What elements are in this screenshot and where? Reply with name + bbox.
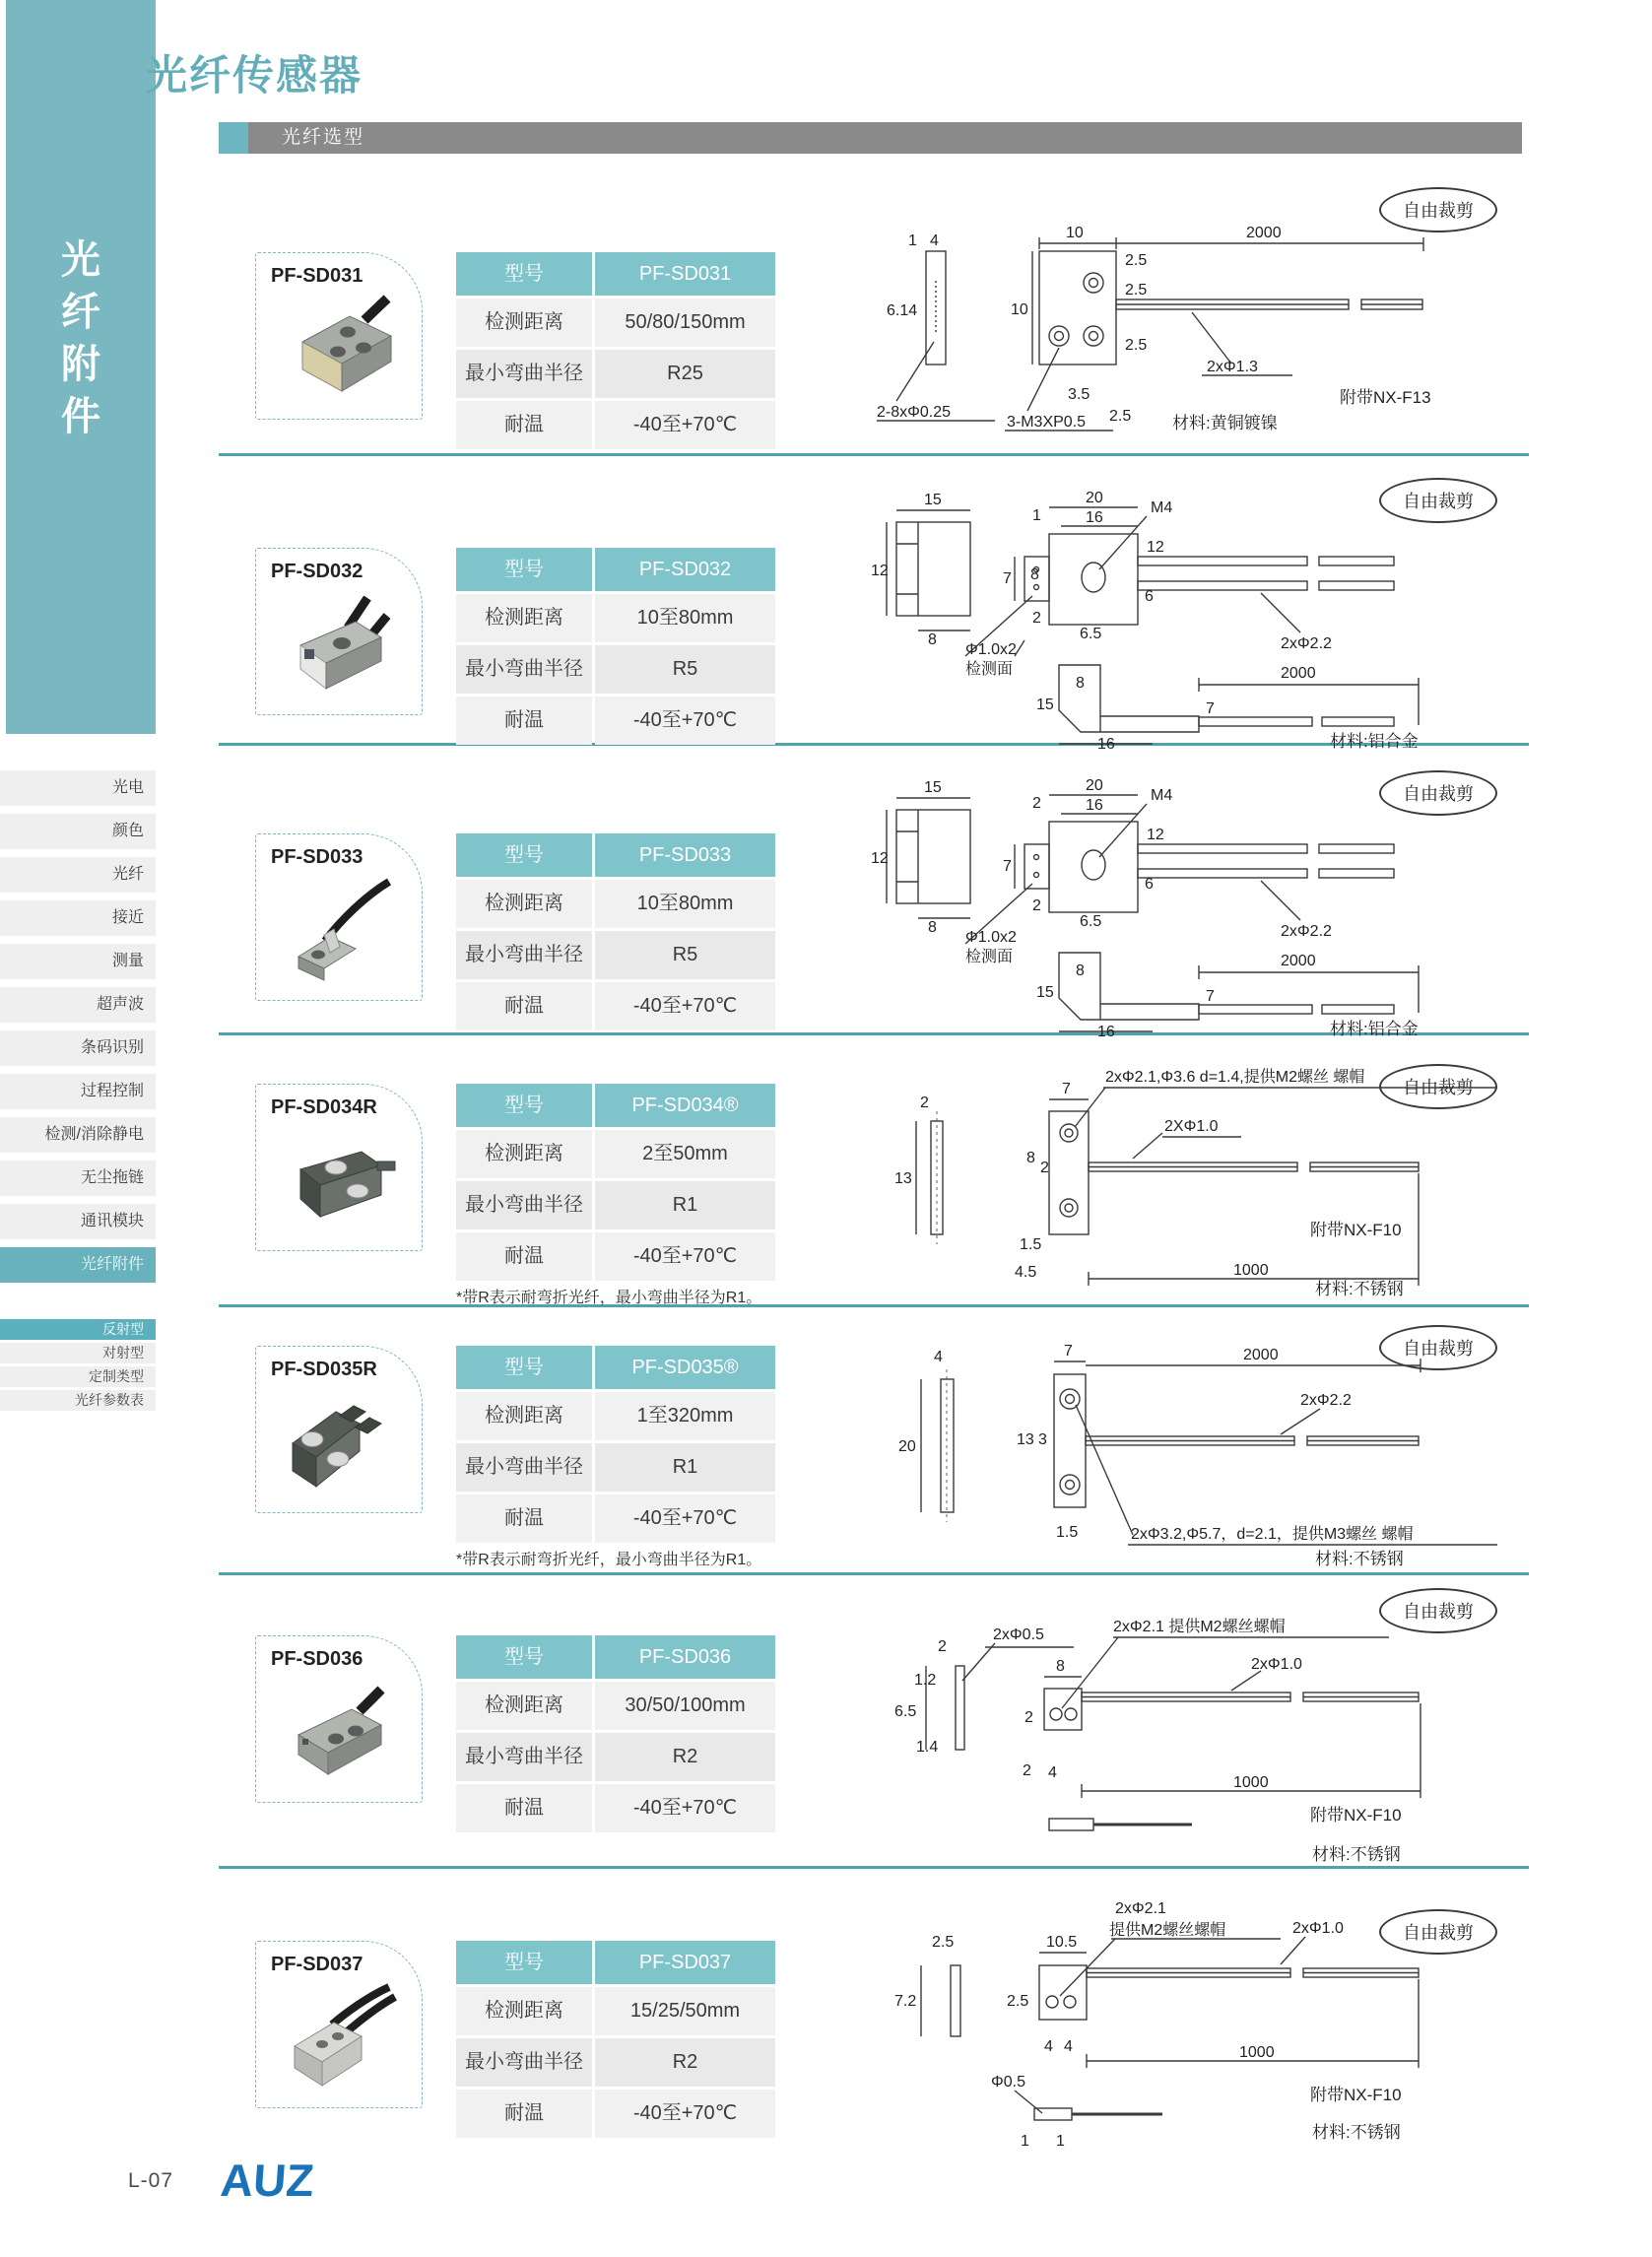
free-cut-badge: 自由裁剪: [1379, 1909, 1497, 1955]
svg-text:1.2: 1.2: [914, 1672, 937, 1689]
spec-header-label: 型号: [456, 833, 592, 877]
svg-text:3-M3XP0.5: 3-M3XP0.5: [1007, 414, 1087, 431]
svg-text:附带NX-F13: 附带NX-F13: [1340, 388, 1431, 407]
spec-table: [456, 1635, 775, 1835]
spec-row-value: -40至+70℃: [595, 1784, 775, 1832]
svg-text:附带NX-F10: 附带NX-F10: [1310, 2086, 1402, 2104]
svg-text:2.5: 2.5: [1125, 252, 1148, 269]
sidebar-item-fiber-accessories[interactable]: 光纤附件: [0, 1247, 156, 1283]
spec-row-label: 检测距离: [456, 299, 592, 347]
spec-row-value: -40至+70℃: [595, 1494, 775, 1543]
page-number: L-07: [128, 2169, 174, 2192]
svg-text:20: 20: [1086, 777, 1103, 794]
svg-text:8: 8: [1026, 1150, 1035, 1166]
product-model-label: PF-SD032: [271, 561, 363, 582]
product-photo: [271, 291, 409, 409]
svg-text:2xΦ3.2,Φ5.7，d=2.1，提供M3螺丝 螺帽: 2xΦ3.2,Φ5.7，d=2.1，提供M3螺丝 螺帽: [1131, 1526, 1414, 1543]
free-cut-badge: 自由裁剪: [1379, 1588, 1497, 1633]
spec-row-label: 耐温: [456, 401, 592, 449]
svg-text:Φ0.5: Φ0.5: [991, 2074, 1026, 2091]
free-cut-badge: 自由裁剪: [1379, 770, 1497, 816]
sidebar-item-ultrasonic[interactable]: 超声波: [0, 987, 156, 1023]
spec-row-value: R2: [595, 2038, 775, 2087]
product-photo: [271, 586, 409, 704]
spec-table: [456, 1346, 775, 1546]
product-card: [255, 1346, 423, 1513]
svg-text:7: 7: [1003, 858, 1012, 875]
svg-text:12: 12: [1147, 827, 1164, 843]
spec-row-value: 1至320mm: [595, 1392, 775, 1440]
spec-row-value: R5: [595, 645, 775, 694]
sidebar-item-fiber[interactable]: 光纤: [0, 857, 156, 893]
svg-text:2xΦ2.1,Φ3.6 d=1.4,提供M2螺丝 螺帽: 2xΦ2.1,Φ3.6 d=1.4,提供M2螺丝 螺帽: [1105, 1069, 1365, 1086]
svg-text:材料:黄铜镀镍: 材料:黄铜镀镍: [1172, 414, 1278, 432]
spec-header-value: PF-SD037: [595, 1941, 775, 1984]
svg-text:检测面: 检测面: [965, 949, 1014, 965]
spec-row-value: 10至80mm: [595, 594, 775, 642]
svg-text:1.5: 1.5: [1020, 1236, 1042, 1253]
section-divider: [219, 1572, 1529, 1575]
spec-header-value: PF-SD034®: [595, 1084, 775, 1127]
product-photo: [271, 1674, 409, 1792]
svg-text:10: 10: [1066, 225, 1084, 241]
svg-text:1.5: 1.5: [1056, 1524, 1079, 1541]
spec-row-label: 检测距离: [456, 1682, 592, 1730]
spec-row-label: 检测距离: [456, 1392, 592, 1440]
svg-text:M4: M4: [1151, 787, 1173, 804]
spec-table: [456, 833, 775, 1033]
spec-header-label: 型号: [456, 1635, 592, 1679]
free-cut-badge: 自由裁剪: [1379, 187, 1497, 232]
svg-text:15: 15: [924, 492, 942, 508]
svg-text:1: 1: [1056, 2133, 1065, 2150]
svg-text:4: 4: [1044, 2038, 1053, 2055]
spec-row-label: 耐温: [456, 982, 592, 1030]
svg-text:2000: 2000: [1243, 1347, 1279, 1363]
svg-text:16: 16: [1097, 736, 1115, 749]
spec-row-label: 最小弯曲半径: [456, 1443, 592, 1492]
sidebar-item-color[interactable]: 颜色: [0, 814, 156, 849]
product-card: [255, 1941, 423, 2108]
spec-row-value: -40至+70℃: [595, 1232, 775, 1281]
dimension-drawing: [867, 1042, 1547, 1298]
spec-header-value: PF-SD031: [595, 252, 775, 296]
svg-text:材料:铝合金: 材料:铝合金: [1330, 732, 1419, 749]
svg-text:6.14: 6.14: [887, 302, 918, 319]
product-card: [255, 833, 423, 1001]
svg-text:8: 8: [928, 631, 937, 648]
spec-row-label: 耐温: [456, 1494, 592, 1543]
svg-text:10: 10: [1011, 301, 1028, 318]
product-card: [255, 252, 423, 420]
product-card: [255, 548, 423, 715]
sidebar-item-process-control[interactable]: 过程控制: [0, 1074, 156, 1109]
spec-row-value: R1: [595, 1181, 775, 1229]
svg-text:2xΦ2.1: 2xΦ2.1: [1115, 1900, 1166, 1917]
svg-text:1: 1: [1021, 2133, 1029, 2150]
svg-text:Φ1.0x2: Φ1.0x2: [965, 929, 1017, 946]
product-model-label: PF-SD034R: [271, 1096, 377, 1118]
product-section-pf-sd031: [0, 148, 1652, 453]
svg-text:2: 2: [1032, 795, 1041, 812]
svg-text:8: 8: [1056, 1658, 1065, 1675]
sidebar-subitem-reflective[interactable]: 反射型: [0, 1319, 156, 1340]
svg-text:16: 16: [1086, 797, 1103, 814]
spec-row-value: -40至+70℃: [595, 401, 775, 449]
svg-text:20: 20: [898, 1438, 916, 1455]
free-cut-badge: 自由裁剪: [1379, 478, 1497, 523]
product-section-pf-sd034r: [0, 1042, 1652, 1304]
product-photo: [271, 872, 409, 990]
svg-text:附带NX-F10: 附带NX-F10: [1310, 1221, 1402, 1239]
svg-text:6.5: 6.5: [1080, 913, 1102, 930]
dimension-drawing: [867, 463, 1547, 749]
section-divider: [219, 1866, 1529, 1869]
svg-text:7.2: 7.2: [894, 1993, 917, 2010]
product-section-pf-sd033: [0, 751, 1652, 1036]
spec-row-value: 15/25/50mm: [595, 1987, 775, 2035]
spec-row-value: R2: [595, 1733, 775, 1781]
sidebar-vertical-title: 光纤附件: [61, 238, 100, 438]
svg-text:2xΦ2.1 提供M2螺丝螺帽: 2xΦ2.1 提供M2螺丝螺帽: [1113, 1619, 1286, 1635]
section-divider: [219, 453, 1529, 456]
spec-row-label: 最小弯曲半径: [456, 931, 592, 979]
spec-header-value: PF-SD036: [595, 1635, 775, 1679]
svg-text:材料:不锈钢: 材料:不锈钢: [1312, 2123, 1401, 2142]
dimension-drawing: [867, 163, 1547, 448]
svg-text:材料:铝合金: 材料:铝合金: [1330, 1020, 1419, 1036]
dimension-drawing: [867, 751, 1547, 1036]
spec-header-label: 型号: [456, 1084, 592, 1127]
svg-text:2: 2: [920, 1095, 929, 1111]
svg-text:1000: 1000: [1239, 2044, 1275, 2061]
svg-text:16: 16: [1097, 1024, 1115, 1036]
svg-text:3.5: 3.5: [1068, 386, 1090, 403]
sidebar-item-comm-module[interactable]: 通讯模块: [0, 1204, 156, 1239]
svg-text:15: 15: [1036, 984, 1054, 1001]
svg-text:8: 8: [1030, 566, 1039, 583]
product-model-label: PF-SD037: [271, 1954, 363, 1975]
product-section-pf-sd032: [0, 463, 1652, 749]
product-card: [255, 1635, 423, 1803]
svg-text:1000: 1000: [1233, 1774, 1269, 1791]
svg-text:2: 2: [1023, 1762, 1031, 1779]
svg-text:2: 2: [1032, 610, 1041, 627]
spec-row-label: 耐温: [456, 2090, 592, 2138]
svg-text:7: 7: [1206, 700, 1215, 717]
svg-text:M4: M4: [1151, 499, 1173, 516]
note-r-definition: *带R表示耐弯折光纤，最小弯曲半径为R1。: [456, 1552, 762, 1568]
svg-text:2000: 2000: [1246, 225, 1282, 241]
spec-row-label: 最小弯曲半径: [456, 350, 592, 398]
product-photo: [271, 1384, 409, 1502]
svg-text:附带NX-F10: 附带NX-F10: [1310, 1806, 1402, 1825]
svg-text:20: 20: [1086, 490, 1103, 506]
spec-row-value: -40至+70℃: [595, 2090, 775, 2138]
spec-row-label: 耐温: [456, 697, 592, 745]
sidebar-item-barcode[interactable]: 条码识别: [0, 1030, 156, 1066]
dimension-drawing: [867, 1872, 1547, 2167]
svg-text:2: 2: [1024, 1709, 1033, 1726]
svg-text:3: 3: [1038, 1431, 1047, 1448]
svg-text:2xΦ1.3: 2xΦ1.3: [1207, 359, 1258, 375]
svg-text:2: 2: [1040, 1160, 1049, 1176]
svg-text:2.5: 2.5: [932, 1934, 955, 1951]
svg-text:提供M2螺丝螺帽: 提供M2螺丝螺帽: [1109, 1922, 1226, 1939]
svg-text:4: 4: [1064, 2038, 1073, 2055]
svg-text:4: 4: [930, 232, 939, 249]
product-section-pf-sd037: [0, 1872, 1652, 2177]
spec-row-label: 检测距离: [456, 1130, 592, 1178]
spec-row-value: -40至+70℃: [595, 697, 775, 745]
free-cut-badge: 自由裁剪: [1379, 1064, 1497, 1109]
spec-table: [456, 1084, 775, 1284]
svg-text:15: 15: [1036, 697, 1054, 713]
spec-row-label: 检测距离: [456, 594, 592, 642]
svg-text:材料:不锈钢: 材料:不锈钢: [1312, 1845, 1401, 1864]
spec-row-label: 检测距离: [456, 1987, 592, 2035]
spec-row-value: -40至+70℃: [595, 982, 775, 1030]
sidebar-item-measurement[interactable]: 测量: [0, 944, 156, 979]
svg-text:2-8xΦ0.25: 2-8xΦ0.25: [877, 404, 952, 421]
svg-text:Φ1.0x2: Φ1.0x2: [965, 641, 1017, 658]
svg-text:12: 12: [1147, 539, 1164, 556]
spec-row-label: 最小弯曲半径: [456, 1733, 592, 1781]
svg-text:13: 13: [1017, 1431, 1034, 1448]
spec-row-label: 耐温: [456, 1232, 592, 1281]
spec-header-label: 型号: [456, 252, 592, 296]
dimension-drawing: [867, 1310, 1547, 1566]
spec-header-label: 型号: [456, 1941, 592, 1984]
svg-text:2.5: 2.5: [1125, 337, 1148, 354]
svg-text:材料:不锈钢: 材料:不锈钢: [1315, 1550, 1404, 1566]
spec-row-value: 2至50mm: [595, 1130, 775, 1178]
sidebar-subitem-thrubeam[interactable]: 对射型: [0, 1343, 156, 1363]
svg-text:1: 1: [1032, 507, 1041, 524]
svg-text:7: 7: [1003, 570, 1012, 587]
spec-header-label: 型号: [456, 1346, 592, 1389]
spec-row-value: 30/50/100mm: [595, 1682, 775, 1730]
svg-text:2.5: 2.5: [1125, 282, 1148, 299]
spec-table: [456, 548, 775, 748]
product-model-label: PF-SD035R: [271, 1359, 377, 1380]
spec-row-label: 最小弯曲半径: [456, 2038, 592, 2087]
svg-text:8: 8: [928, 919, 937, 936]
svg-text:1000: 1000: [1233, 1262, 1269, 1279]
svg-text:材料:不锈钢: 材料:不锈钢: [1315, 1280, 1404, 1298]
svg-text:13: 13: [894, 1170, 912, 1187]
sidebar-item-proximity[interactable]: 接近: [0, 900, 156, 936]
svg-text:1: 1: [908, 232, 917, 249]
sidebar-subitem-custom[interactable]: 定制类型: [0, 1366, 156, 1387]
svg-text:7: 7: [1206, 988, 1215, 1005]
svg-text:2xΦ1.0: 2xΦ1.0: [1251, 1656, 1302, 1673]
spec-row-label: 最小弯曲半径: [456, 1181, 592, 1229]
product-model-label: PF-SD033: [271, 846, 363, 868]
spec-header-value: PF-SD032: [595, 548, 775, 591]
svg-text:4.5: 4.5: [1015, 1264, 1037, 1281]
svg-text:6.5: 6.5: [1080, 626, 1102, 642]
spec-header-label: 型号: [456, 548, 592, 591]
svg-text:2xΦ2.2: 2xΦ2.2: [1300, 1392, 1352, 1409]
sidebar-subitem-fiber-params[interactable]: 光纤参数表: [0, 1390, 156, 1411]
brand-logo: AUZ: [219, 2155, 316, 2206]
svg-text:4: 4: [934, 1349, 943, 1365]
svg-text:2xΦ2.2: 2xΦ2.2: [1281, 923, 1332, 940]
svg-text:15: 15: [924, 779, 942, 796]
svg-text:2xΦ0.5: 2xΦ0.5: [993, 1626, 1044, 1643]
sidebar-item-cleanroom-chain[interactable]: 无尘拖链: [0, 1161, 156, 1196]
sidebar-item-photoelectric[interactable]: 光电: [0, 770, 156, 806]
svg-text:2.5: 2.5: [1007, 1993, 1029, 2010]
svg-text:8: 8: [1076, 963, 1085, 979]
product-photo: [271, 1979, 409, 2097]
spec-row-value: R5: [595, 931, 775, 979]
svg-text:6.5: 6.5: [894, 1703, 917, 1720]
spec-row-value: R1: [595, 1443, 775, 1492]
spec-table: [456, 1941, 775, 2141]
section-divider: [219, 1304, 1529, 1307]
svg-text:7: 7: [1062, 1081, 1071, 1097]
svg-text:2000: 2000: [1281, 953, 1316, 969]
spec-table: [456, 252, 775, 452]
spec-row-label: 耐温: [456, 1784, 592, 1832]
product-section-pf-sd035r: [0, 1310, 1652, 1572]
svg-text:2.5: 2.5: [1109, 408, 1132, 425]
svg-text:2000: 2000: [1281, 665, 1316, 682]
page-title: 光纤传感器: [146, 52, 363, 99]
product-model-label: PF-SD036: [271, 1648, 363, 1670]
product-section-pf-sd036: [0, 1582, 1652, 1866]
svg-text:12: 12: [871, 563, 889, 579]
product-card: [255, 1084, 423, 1251]
spec-row-label: 最小弯曲半径: [456, 645, 592, 694]
dimension-drawing: [867, 1582, 1547, 1864]
svg-text:2xΦ1.0: 2xΦ1.0: [1292, 1920, 1344, 1937]
svg-text:2xΦ2.2: 2xΦ2.2: [1281, 635, 1332, 652]
spec-row-value: 50/80/150mm: [595, 299, 775, 347]
svg-text:检测面: 检测面: [965, 661, 1014, 678]
free-cut-badge: 自由裁剪: [1379, 1325, 1497, 1370]
svg-text:7: 7: [1064, 1343, 1073, 1360]
product-model-label: PF-SD031: [271, 265, 363, 287]
note-r-definition: *带R表示耐弯折光纤，最小弯曲半径为R1。: [456, 1290, 762, 1306]
svg-text:1.4: 1.4: [916, 1739, 939, 1756]
spec-row-label: 检测距离: [456, 880, 592, 928]
svg-text:2: 2: [938, 1638, 947, 1655]
svg-text:16: 16: [1086, 509, 1103, 526]
section-header-label: 光纤选型: [282, 127, 365, 148]
spec-row-value: R25: [595, 350, 775, 398]
svg-text:4: 4: [1048, 1764, 1057, 1781]
spec-header-value: PF-SD033: [595, 833, 775, 877]
sidebar-item-static[interactable]: 检测/消除静电: [0, 1117, 156, 1153]
svg-text:2: 2: [1032, 897, 1041, 914]
product-photo: [271, 1122, 409, 1240]
svg-text:2XΦ1.0: 2XΦ1.0: [1164, 1118, 1219, 1135]
svg-text:8: 8: [1076, 675, 1085, 692]
spec-row-value: 10至80mm: [595, 880, 775, 928]
svg-text:6: 6: [1145, 876, 1154, 893]
svg-text:12: 12: [871, 850, 889, 867]
spec-header-value: PF-SD035®: [595, 1346, 775, 1389]
svg-text:6: 6: [1145, 588, 1154, 605]
svg-text:10.5: 10.5: [1046, 1934, 1078, 1951]
